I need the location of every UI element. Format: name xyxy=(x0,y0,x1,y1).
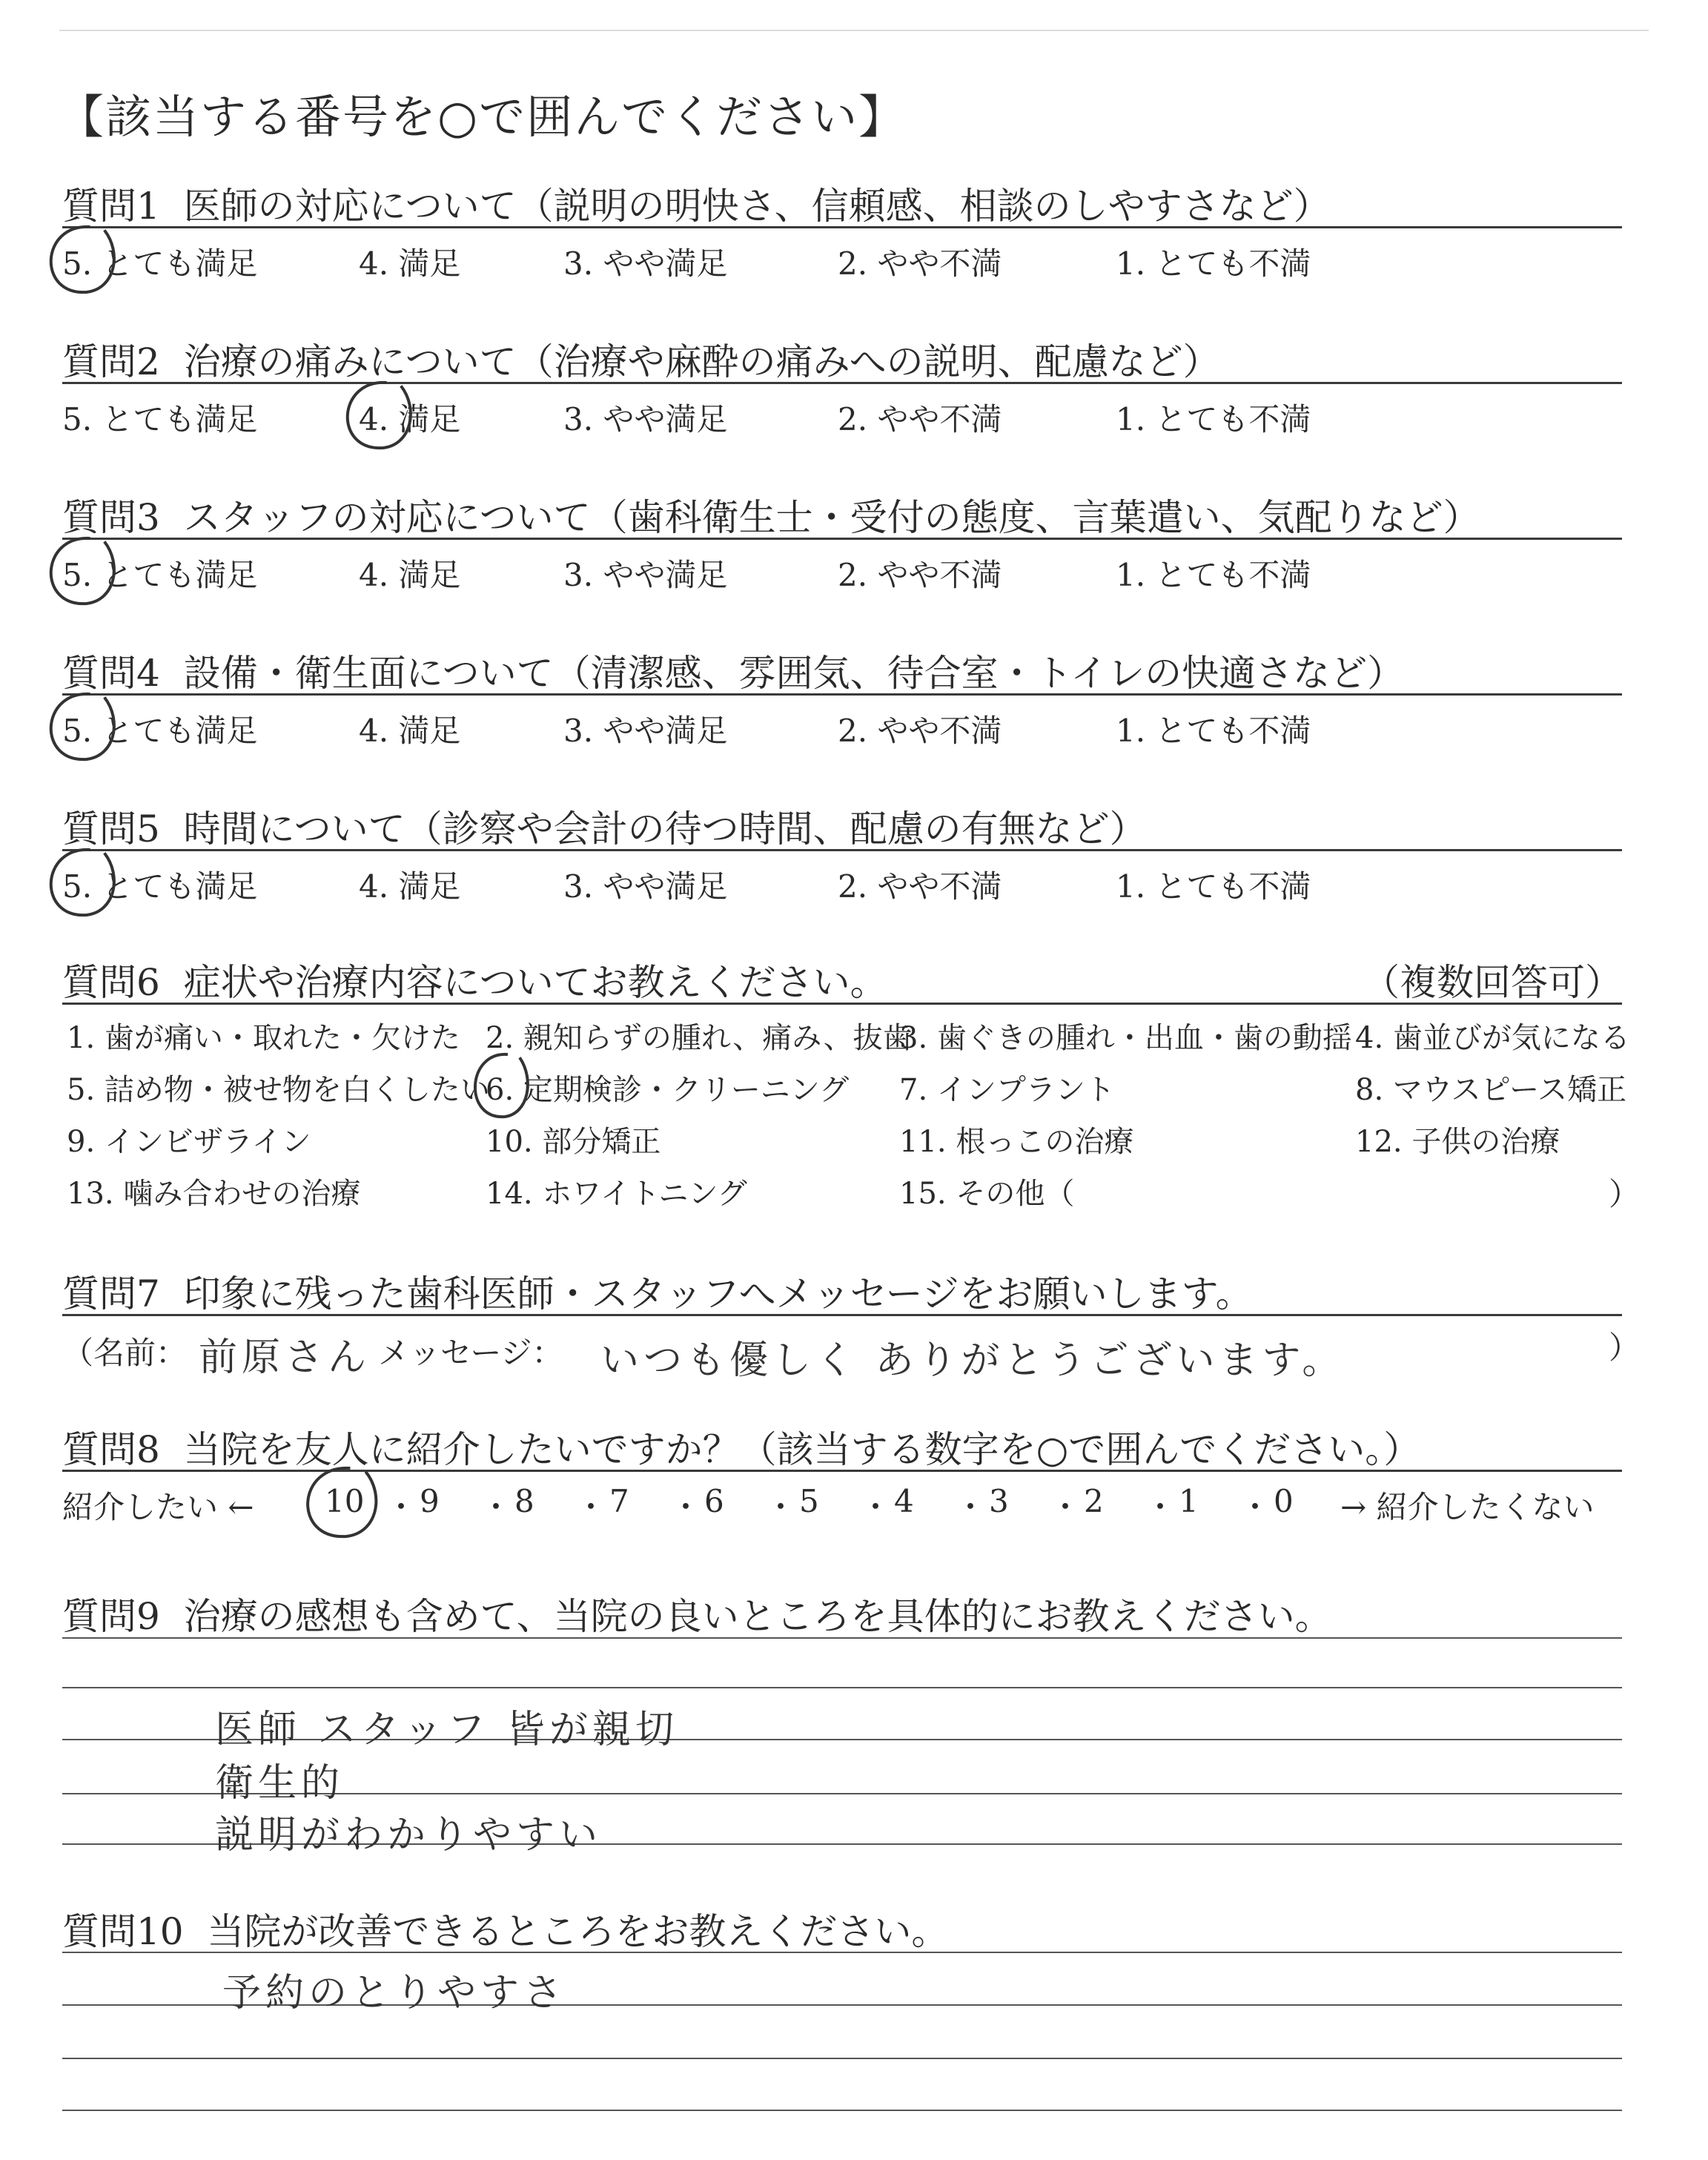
q6-text: 症状や治療内容についてお教えください。 xyxy=(183,961,887,1004)
q2-rule xyxy=(62,382,1622,384)
q7-title xyxy=(62,1264,1253,1318)
q7-name-value: 前原さん xyxy=(199,1335,371,1380)
q8-scale-separator: ・ xyxy=(385,1489,417,1525)
rating-option[interactable]: 4. 満足 xyxy=(359,713,461,749)
page-title: 【該当する番号を○で囲んでください】 xyxy=(58,90,907,144)
rating-option[interactable]: 3. やや満足 xyxy=(563,868,728,905)
rating-option[interactable]: 3. やや満足 xyxy=(563,401,728,437)
q9-text: 治療の感想も含めて、当院の良いところを具体的にお教えください。 xyxy=(183,1595,1332,1638)
q6-option[interactable]: 15. その他（ xyxy=(899,1177,1075,1211)
q9-line xyxy=(62,1687,1622,1688)
q7-message-value: いつも優しく ありがとうございます。 xyxy=(600,1338,1345,1383)
q8-title xyxy=(62,1420,1420,1473)
q2-label: 質問2 xyxy=(62,340,160,383)
q8-scale-number[interactable]: 6 xyxy=(704,1483,724,1519)
rating-option[interactable]: 5. とても満足 xyxy=(62,401,258,437)
q8-scale-separator: ・ xyxy=(860,1489,892,1525)
q6-option[interactable]: 14. ホワイトニング xyxy=(486,1177,747,1211)
q2-title xyxy=(62,332,1220,386)
rating-option[interactable]: 5. とても満足 xyxy=(62,245,258,282)
q8-scale-separator: ・ xyxy=(480,1489,512,1525)
q4-title xyxy=(62,644,1404,697)
q8-scale-number[interactable]: 2 xyxy=(1084,1483,1104,1519)
q8-label: 質問8 xyxy=(62,1428,160,1471)
q6-option[interactable]: 1. 歯が痛い・取れた・欠けた xyxy=(67,1021,460,1055)
q2-text: 治療の痛みについて（治療や麻酔の痛みへの説明、配慮など） xyxy=(183,340,1220,383)
q5-rule xyxy=(62,849,1622,851)
q8-scale-separator: ・ xyxy=(1050,1489,1082,1525)
rating-option[interactable]: 5. とても満足 xyxy=(62,868,258,905)
q8-scale-number[interactable]: 1 xyxy=(1179,1483,1199,1519)
q6-option[interactable]: 2. 親知らずの腫れ、痛み、抜歯 xyxy=(486,1021,913,1055)
rating-option[interactable]: 4. 満足 xyxy=(359,401,461,437)
q8-scale-separator: ・ xyxy=(575,1489,607,1525)
q8-rule xyxy=(62,1470,1622,1472)
q7-name-label: （名前： xyxy=(62,1335,188,1371)
q9-answer: 説明がわかりやすい xyxy=(215,1813,603,1857)
q10-line xyxy=(62,2058,1622,2059)
q8-scale-separator: ・ xyxy=(670,1489,702,1525)
q6-option[interactable]: 3. 歯ぐきの腫れ・出血・歯の動揺 xyxy=(899,1021,1352,1055)
q5-text: 時間について（診察や会計の待つ時間、配慮の有無など） xyxy=(183,807,1147,851)
rating-option[interactable]: 2. やや不満 xyxy=(838,713,1002,749)
q4-label: 質問4 xyxy=(62,652,160,695)
q6-option[interactable]: 12. 子供の治療 xyxy=(1355,1125,1560,1159)
q4-rule xyxy=(62,693,1622,696)
q8-scale-separator: ・ xyxy=(1145,1489,1176,1525)
q3-label: 質問3 xyxy=(62,496,160,539)
rating-option[interactable]: 4. 満足 xyxy=(359,868,461,905)
rating-option[interactable]: 3. やや満足 xyxy=(563,557,728,593)
q10-line xyxy=(62,2110,1622,2111)
q9-label: 質問9 xyxy=(62,1595,160,1638)
rating-option[interactable]: 1. とても不満 xyxy=(1116,868,1311,905)
q10-answer: 予約のとりやすさ xyxy=(222,1971,567,2015)
q1-title xyxy=(62,176,1331,230)
q9-title xyxy=(62,1587,1332,1640)
rating-option[interactable]: 5. とても満足 xyxy=(62,713,258,749)
q8-scale-separator: ・ xyxy=(765,1489,797,1525)
q6-option[interactable]: 11. 根っこの治療 xyxy=(899,1125,1134,1159)
q10-label: 質問10 xyxy=(62,1910,184,1953)
q8-scale-number[interactable]: 8 xyxy=(514,1483,534,1519)
q10-title xyxy=(62,1902,948,1955)
q8-left-label: 紹介したい ← xyxy=(62,1489,254,1525)
q8-scale-number[interactable]: 10 xyxy=(325,1483,365,1519)
q3-text: スタッフの対応について（歯科衛生士・受付の態度、言葉遣い、気配りなど） xyxy=(183,496,1480,539)
q9-answer: 衛生的 xyxy=(215,1761,345,1806)
q8-text: 当院を友人に紹介したいですか？（該当する数字を○で囲んでください。） xyxy=(183,1428,1421,1471)
q1-label: 質問1 xyxy=(62,185,160,228)
q7-close: ） xyxy=(1609,1330,1641,1366)
q8-right-label: → 紹介したくない xyxy=(1340,1489,1595,1525)
q5-label: 質問5 xyxy=(62,807,160,851)
rating-option[interactable]: 1. とても不満 xyxy=(1116,245,1311,282)
rating-option[interactable]: 3. やや満足 xyxy=(563,713,728,749)
q8-scale-number[interactable]: 0 xyxy=(1274,1483,1294,1519)
rating-option[interactable]: 1. とても不満 xyxy=(1116,557,1311,593)
q8-scale-separator: ・ xyxy=(1239,1489,1271,1525)
q8-scale-number[interactable]: 9 xyxy=(420,1483,440,1519)
q7-text: 印象に残った歯科医師・スタッフへメッセージをお願いします。 xyxy=(183,1272,1253,1315)
rating-option[interactable]: 2. やや不満 xyxy=(838,557,1002,593)
rating-option[interactable]: 5. とても満足 xyxy=(62,557,258,593)
q4-text: 設備・衛生面について（清潔感、雰囲気、待合室・トイレの快適さなど） xyxy=(183,652,1405,695)
q6-option[interactable]: 8. マウスピース矯正 xyxy=(1355,1073,1627,1107)
rating-option[interactable]: 1. とても不満 xyxy=(1116,401,1311,437)
q6-rule xyxy=(62,1003,1622,1005)
q8-scale-number[interactable]: 7 xyxy=(609,1483,629,1519)
rating-option[interactable]: 3. やや満足 xyxy=(563,245,728,282)
q6-option[interactable]: 13. 噛み合わせの治療 xyxy=(67,1177,361,1211)
q9-line xyxy=(62,1637,1622,1639)
q6-option[interactable]: 9. インビザライン xyxy=(67,1125,311,1159)
rating-option[interactable]: 2. やや不満 xyxy=(838,401,1002,437)
q10-text: 当院が改善できるところをお教えください。 xyxy=(207,1910,949,1953)
q3-rule xyxy=(62,538,1622,540)
q6-option[interactable]: 7. インプラント xyxy=(899,1073,1115,1107)
rating-option[interactable]: 2. やや不満 xyxy=(838,868,1002,905)
q3-title xyxy=(62,488,1480,541)
q8-scale-number[interactable]: 3 xyxy=(989,1483,1009,1519)
q1-rule xyxy=(62,226,1622,228)
q1-text: 医師の対応について（説明の明快さ、信頼感、相談のしやすさなど） xyxy=(183,185,1331,228)
q5-title xyxy=(62,799,1147,853)
q6-option[interactable]: 5. 詰め物・被せ物を白くしたい xyxy=(67,1073,490,1107)
q8-scale-number[interactable]: 5 xyxy=(799,1483,819,1519)
q6-option[interactable]: 4. 歯並びが気になる xyxy=(1355,1021,1630,1055)
rating-option[interactable]: 2. やや不満 xyxy=(838,245,1002,282)
q8-scale-separator: ・ xyxy=(955,1489,987,1525)
q10-line xyxy=(62,1952,1622,1953)
q8-scale-number[interactable]: 4 xyxy=(894,1483,914,1519)
q6-other-close: ） xyxy=(1609,1176,1641,1212)
rating-option[interactable]: 1. とても不満 xyxy=(1116,713,1311,749)
q6-note: （複数回答可） xyxy=(1363,961,1622,1004)
rating-option[interactable]: 4. 満足 xyxy=(359,557,461,593)
q6-label: 質問6 xyxy=(62,961,160,1004)
q6-option[interactable]: 10. 部分矯正 xyxy=(486,1125,661,1159)
q6-option[interactable]: 6. 定期検診・クリーニング xyxy=(486,1073,850,1107)
q7-label: 質問7 xyxy=(62,1272,160,1315)
q7-message-label: メッセージ： xyxy=(378,1335,563,1371)
rating-option[interactable]: 4. 満足 xyxy=(359,245,461,282)
q6-title xyxy=(62,953,887,1006)
q9-answer: 医師 スタッフ 皆が親切 xyxy=(215,1708,679,1752)
scan-top-edge xyxy=(59,30,1649,31)
q7-rule xyxy=(62,1314,1622,1316)
